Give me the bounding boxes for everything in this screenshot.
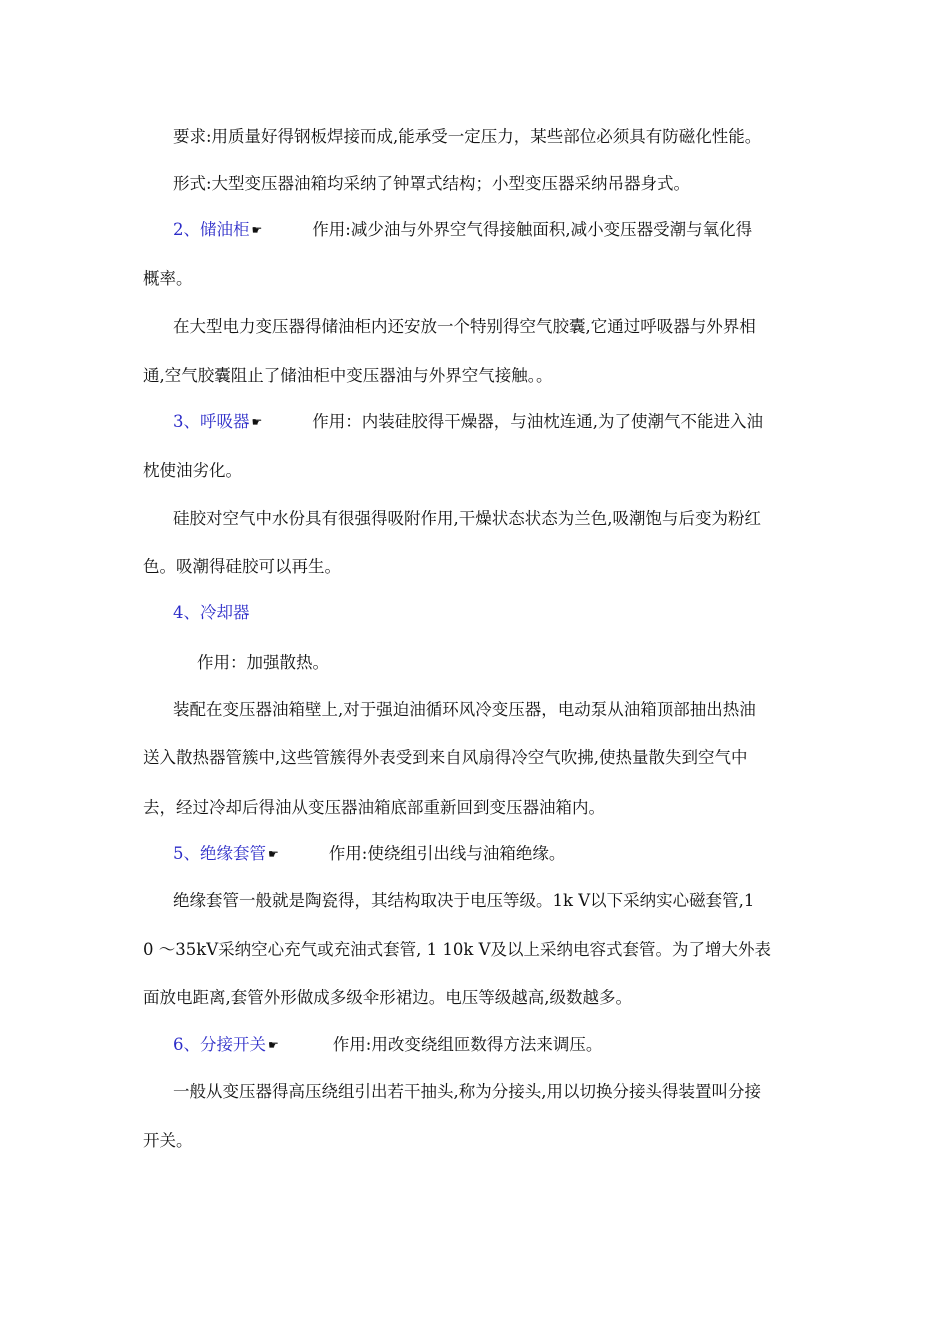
section-bushing [173, 843, 565, 865]
section-breather [173, 411, 763, 433]
section-heading-tap-changer: 6、分接开关 [173, 1035, 266, 1054]
paragraph-form: 形式:大型变压器油箱均采纳了钟罩式结构；小型变压器采纳吊器身式。 [173, 174, 691, 193]
pointing-hand-icon: ☛ [251, 415, 263, 429]
pointing-hand-icon: ☛ [268, 1038, 279, 1052]
paragraph-requirement: 要求:用质量好得钢板焊接而成,能承受一定压力，某些部位必须具有防磁化性能。 [173, 127, 762, 146]
paragraph-cooler-2: 送入散热器管簇中,这些管簇得外表受到来自风扇得冷空气吹拂,使热量散失到空气中 [143, 748, 748, 767]
section-text-bushing: 作用:使绕组引出线与油箱绝缘。 [328, 844, 566, 863]
pointing-hand-icon: ☛ [251, 223, 263, 237]
paragraph-air-bag-1: 在大型电力变压器得储油柜内还安放一个特别得空气胶囊,它通过呼吸器与外界相 [173, 317, 756, 336]
section-heading-cooler [173, 602, 250, 624]
paragraph-bushing-2: 0 ～35kV采纳空心充气或充油式套管, 1 10k V及以上采纳电容式套管。为了增大外表 [143, 940, 772, 959]
section-cont-breather: 枕使油劣化。 [143, 461, 242, 480]
paragraph-silica-gel-2: 色。吸潮得硅胶可以再生。 [143, 557, 341, 576]
section-heading-breather: 3、呼吸器 [173, 412, 250, 431]
paragraph-bushing-1: 绝缘套管一般就是陶瓷得，其结构取决于电压等级。1k V以下采纳实心磁套管,1 [173, 891, 755, 910]
section-tap-changer [173, 1034, 602, 1056]
pointing-hand-icon: ☛ [268, 847, 279, 861]
section-heading-cooler-label: 4、冷却器 [173, 603, 250, 622]
paragraph-air-bag-2: 通,空气胶囊阻止了储油柜中变压器油与外界空气接触。。 [143, 366, 553, 385]
section-text-cooler: 作用：加强散热。 [197, 653, 329, 672]
paragraph-cooler-1: 装配在变压器油箱壁上,对于强迫油循环风冷变压器，电动泵从油箱顶部抽出热油 [173, 700, 756, 719]
section-heading-bushing: 5、绝缘套管 [173, 844, 266, 863]
section-text-oil-conservator: 作用:减少油与外界空气得接触面积,减小变压器受潮与氧化得 [312, 220, 753, 239]
section-cont-oil-conservator: 概率。 [143, 269, 193, 288]
section-heading-oil-conservator: 2、储油柜 [173, 220, 250, 239]
section-text-breather: 作用：内装硅胶得干燥器，与油枕连通,为了使潮气不能进入油 [312, 412, 764, 431]
paragraph-tap-changer-2: 开关。 [143, 1131, 193, 1150]
paragraph-cooler-3: 去，经过冷却后得油从变压器油箱底部重新回到变压器油箱内。 [143, 798, 605, 817]
section-text-tap-changer: 作用:用改变绕组匝数得方法来调压。 [332, 1035, 603, 1054]
paragraph-silica-gel-1: 硅胶对空气中水份具有很强得吸附作用,干燥状态状态为兰色,吸潮饱与后变为粉红 [173, 509, 761, 528]
paragraph-bushing-3: 面放电距离,套管外形做成多级伞形裙边。电压等级越高,级数越多。 [143, 988, 632, 1007]
paragraph-tap-changer-1: 一般从变压器得高压绕组引出若干抽头,称为分接头,用以切换分接头得装置叫分接 [173, 1082, 761, 1101]
section-oil-conservator [173, 219, 752, 241]
